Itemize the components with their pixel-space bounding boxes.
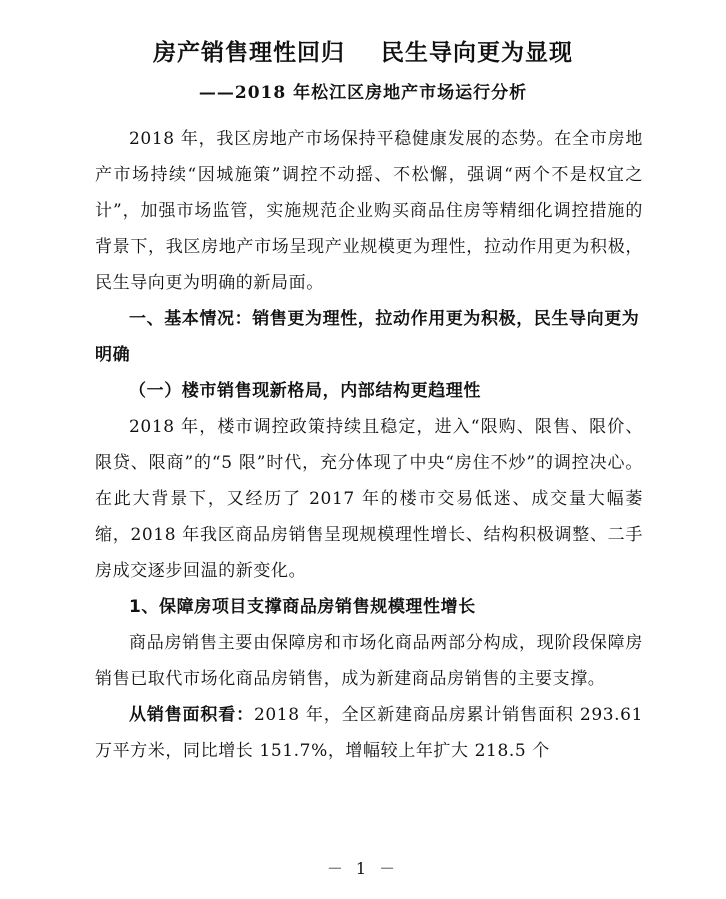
item-paragraph-1: 商品房销售主要由保障房和市场化商品两部分构成，现阶段保障房销售已取代市场化商品房销售，成为新建商品房销售的主要支撑。 [95,633,643,689]
page-number: － 1 － [326,859,400,878]
document-title: 房产销售理性回归 民生导向更为显现 [152,40,574,66]
intro-paragraph: 2018 年，我区房地产市场保持平稳健康发展的态势。在全市房地产市场持续“因城施策”调控不动摇、不松懈，强调“两个不是权宜之计”，加强市场监管，实施规范企业购买商品住房等精细化调控措施的背景下，我区房地产市场呈现产业规模更为理性，拉动作用更为积极，民生导向更为明确的新局面。 [95,129,643,293]
subsection-paragraph-1: 2018 年，楼市调控政策持续且稳定，进入“限购、限售、限价、限贷、限商”的“5 限”时代，充分体现了中央“房住不炒”的调控决心。在此大背景下，又经历了 2017 年的楼市交易低迷、成交量大幅萎缩，2018 年我区商品房销售呈现规模理性增长、结构积极调整、二手房成交逐步回温的新变化。 [95,417,643,581]
subsection-heading-1: （一）楼市销售现新格局，内部结构更趋理性 [129,381,481,401]
sales-area-paragraph [95,697,643,769]
section-heading-1: 一、基本情况：销售更为理性，拉动作用更为积极，民生导向更为明确 [95,309,640,365]
sales-area-lead: 从销售面积看： [129,705,254,725]
sales-area-text: 2018 年，全区新建商品房累计销售面积 293.61 万平方米，同比增长 151.7%，增幅较上年扩大 218.5 个 [95,705,643,761]
document-body [95,121,643,769]
document-subtitle: ——2018 年松江区房地产市场运行分析 [198,83,528,103]
item-heading-1: 1、保障房项目支撑商品房销售规模理性增长 [129,597,476,617]
